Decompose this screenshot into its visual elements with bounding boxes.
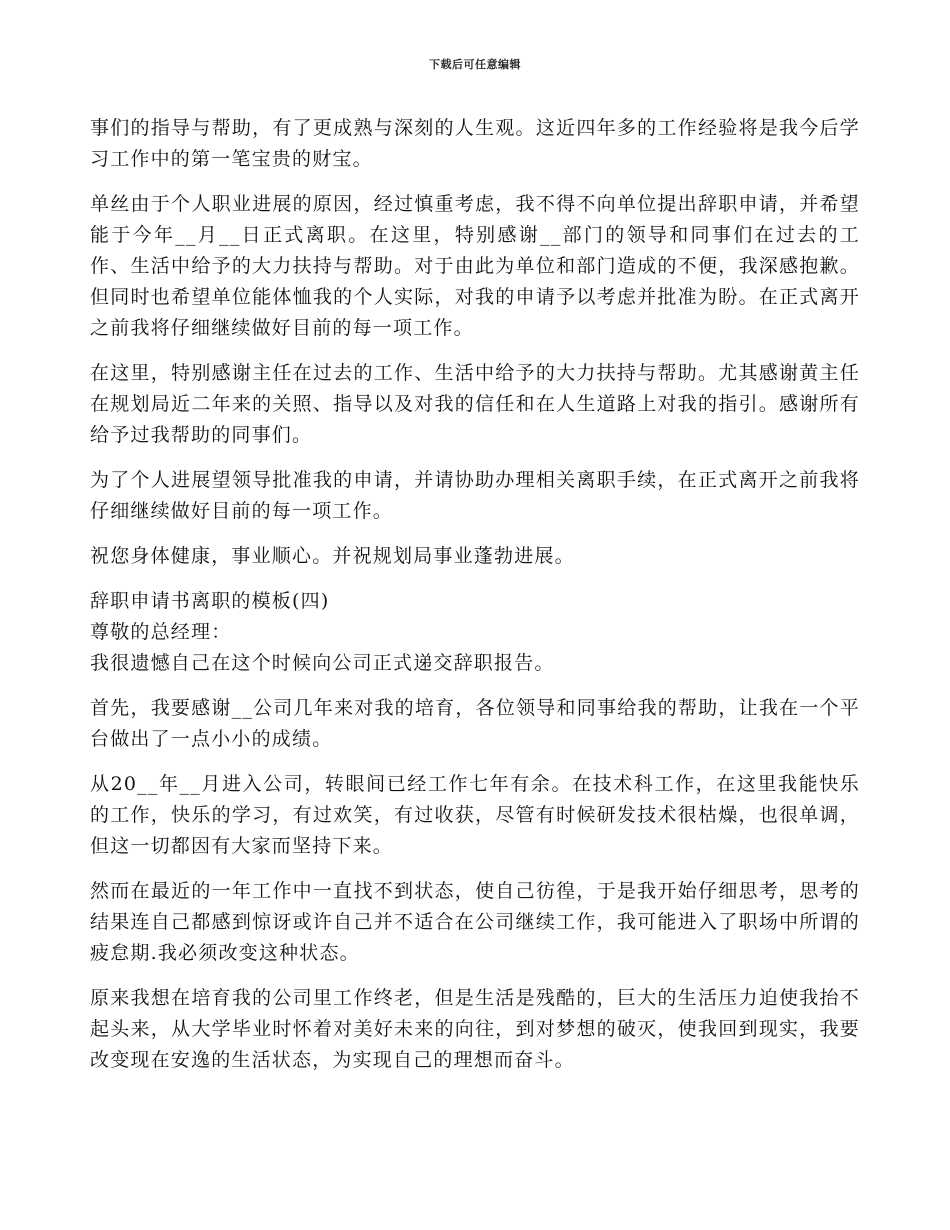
paragraph: 单丝由于个人职业进展的原因，经过慎重考虑，我不得不向单位提出辞职申请，并希望能于今年__月__日正式离职。在这里，特别感谢__部门的领导和同事们在过去的工作、生活中给予的大力扶持与帮助。对于由此为单位和部门造成的不便，我深感抱歉。但同时也希望单位能体恤我的个人实际，对我的申请予以考虑并批准为盼。在正式离开之前我将仔细继续做好目前的每一项工作。 xyxy=(90,193,860,339)
paragraph: 在这里，特别感谢主任在过去的工作、生活中给予的大力扶持与帮助。尤其感谢黄主任在规划局近二年来的关照、指导以及对我的信任和在人生道路上对我的指引。感谢所有给予过我帮助的同事们。 xyxy=(90,362,860,446)
paragraph: 我很遗憾自己在这个时候向公司正式递交辞职报告。 xyxy=(90,652,555,674)
salutation: 尊敬的总经理： xyxy=(90,621,232,643)
paragraph: 然而在最近的一年工作中一直找不到状态，使自己彷徨，于是我开始仔细思考，思考的结果连自己都感到惊讶或许自己并不适合在公司继续工作，我可能进入了职场中所谓的疲怠期.我必须改变这种状态。 xyxy=(90,880,860,964)
paragraph: 原来我想在培育我的公司里工作终老，但是生活是残酷的，巨大的生活压力迫使我抬不起头来，从大学毕业时怀着对美好未来的向往，到对梦想的破灭，使我回到现实，我要改变现在安逸的生活状态，为实现自己的理想而奋斗。 xyxy=(90,987,860,1071)
paragraph: 从20__年__月进入公司，转眼间已经工作七年有余。在技术科工作，在这里我能快乐的工作，快乐的学习，有过欢笑，有过收获，尽管有时候研发技术很枯燥，也很单调，但这一切都因有大家而坚持下来。 xyxy=(90,773,860,857)
paragraph: 事们的指导与帮助，有了更成熟与深刻的人生观。这近四年多的工作经验将是我今后学习工作中的第一笔宝贵的财宝。 xyxy=(90,117,860,170)
page-header-label: 下载后可任意编辑 xyxy=(429,58,521,71)
section-title: 辞职申请书离职的模板(四) xyxy=(90,590,330,612)
paragraph: 首先，我要感谢__公司几年来对我的培育，各位领导和同事给我的帮助，让我在一个平台做出了一点小小的成绩。 xyxy=(90,697,860,750)
paragraph: 祝您身体健康，事业顺心。并祝规划局事业蓬勃进展。 xyxy=(90,545,575,567)
document-body xyxy=(90,113,860,1090)
paragraph: 为了个人进展望领导批准我的申请，并请协助办理相关离职手续，在正式离开之前我将仔细继续做好目前的每一项工作。 xyxy=(90,469,860,522)
